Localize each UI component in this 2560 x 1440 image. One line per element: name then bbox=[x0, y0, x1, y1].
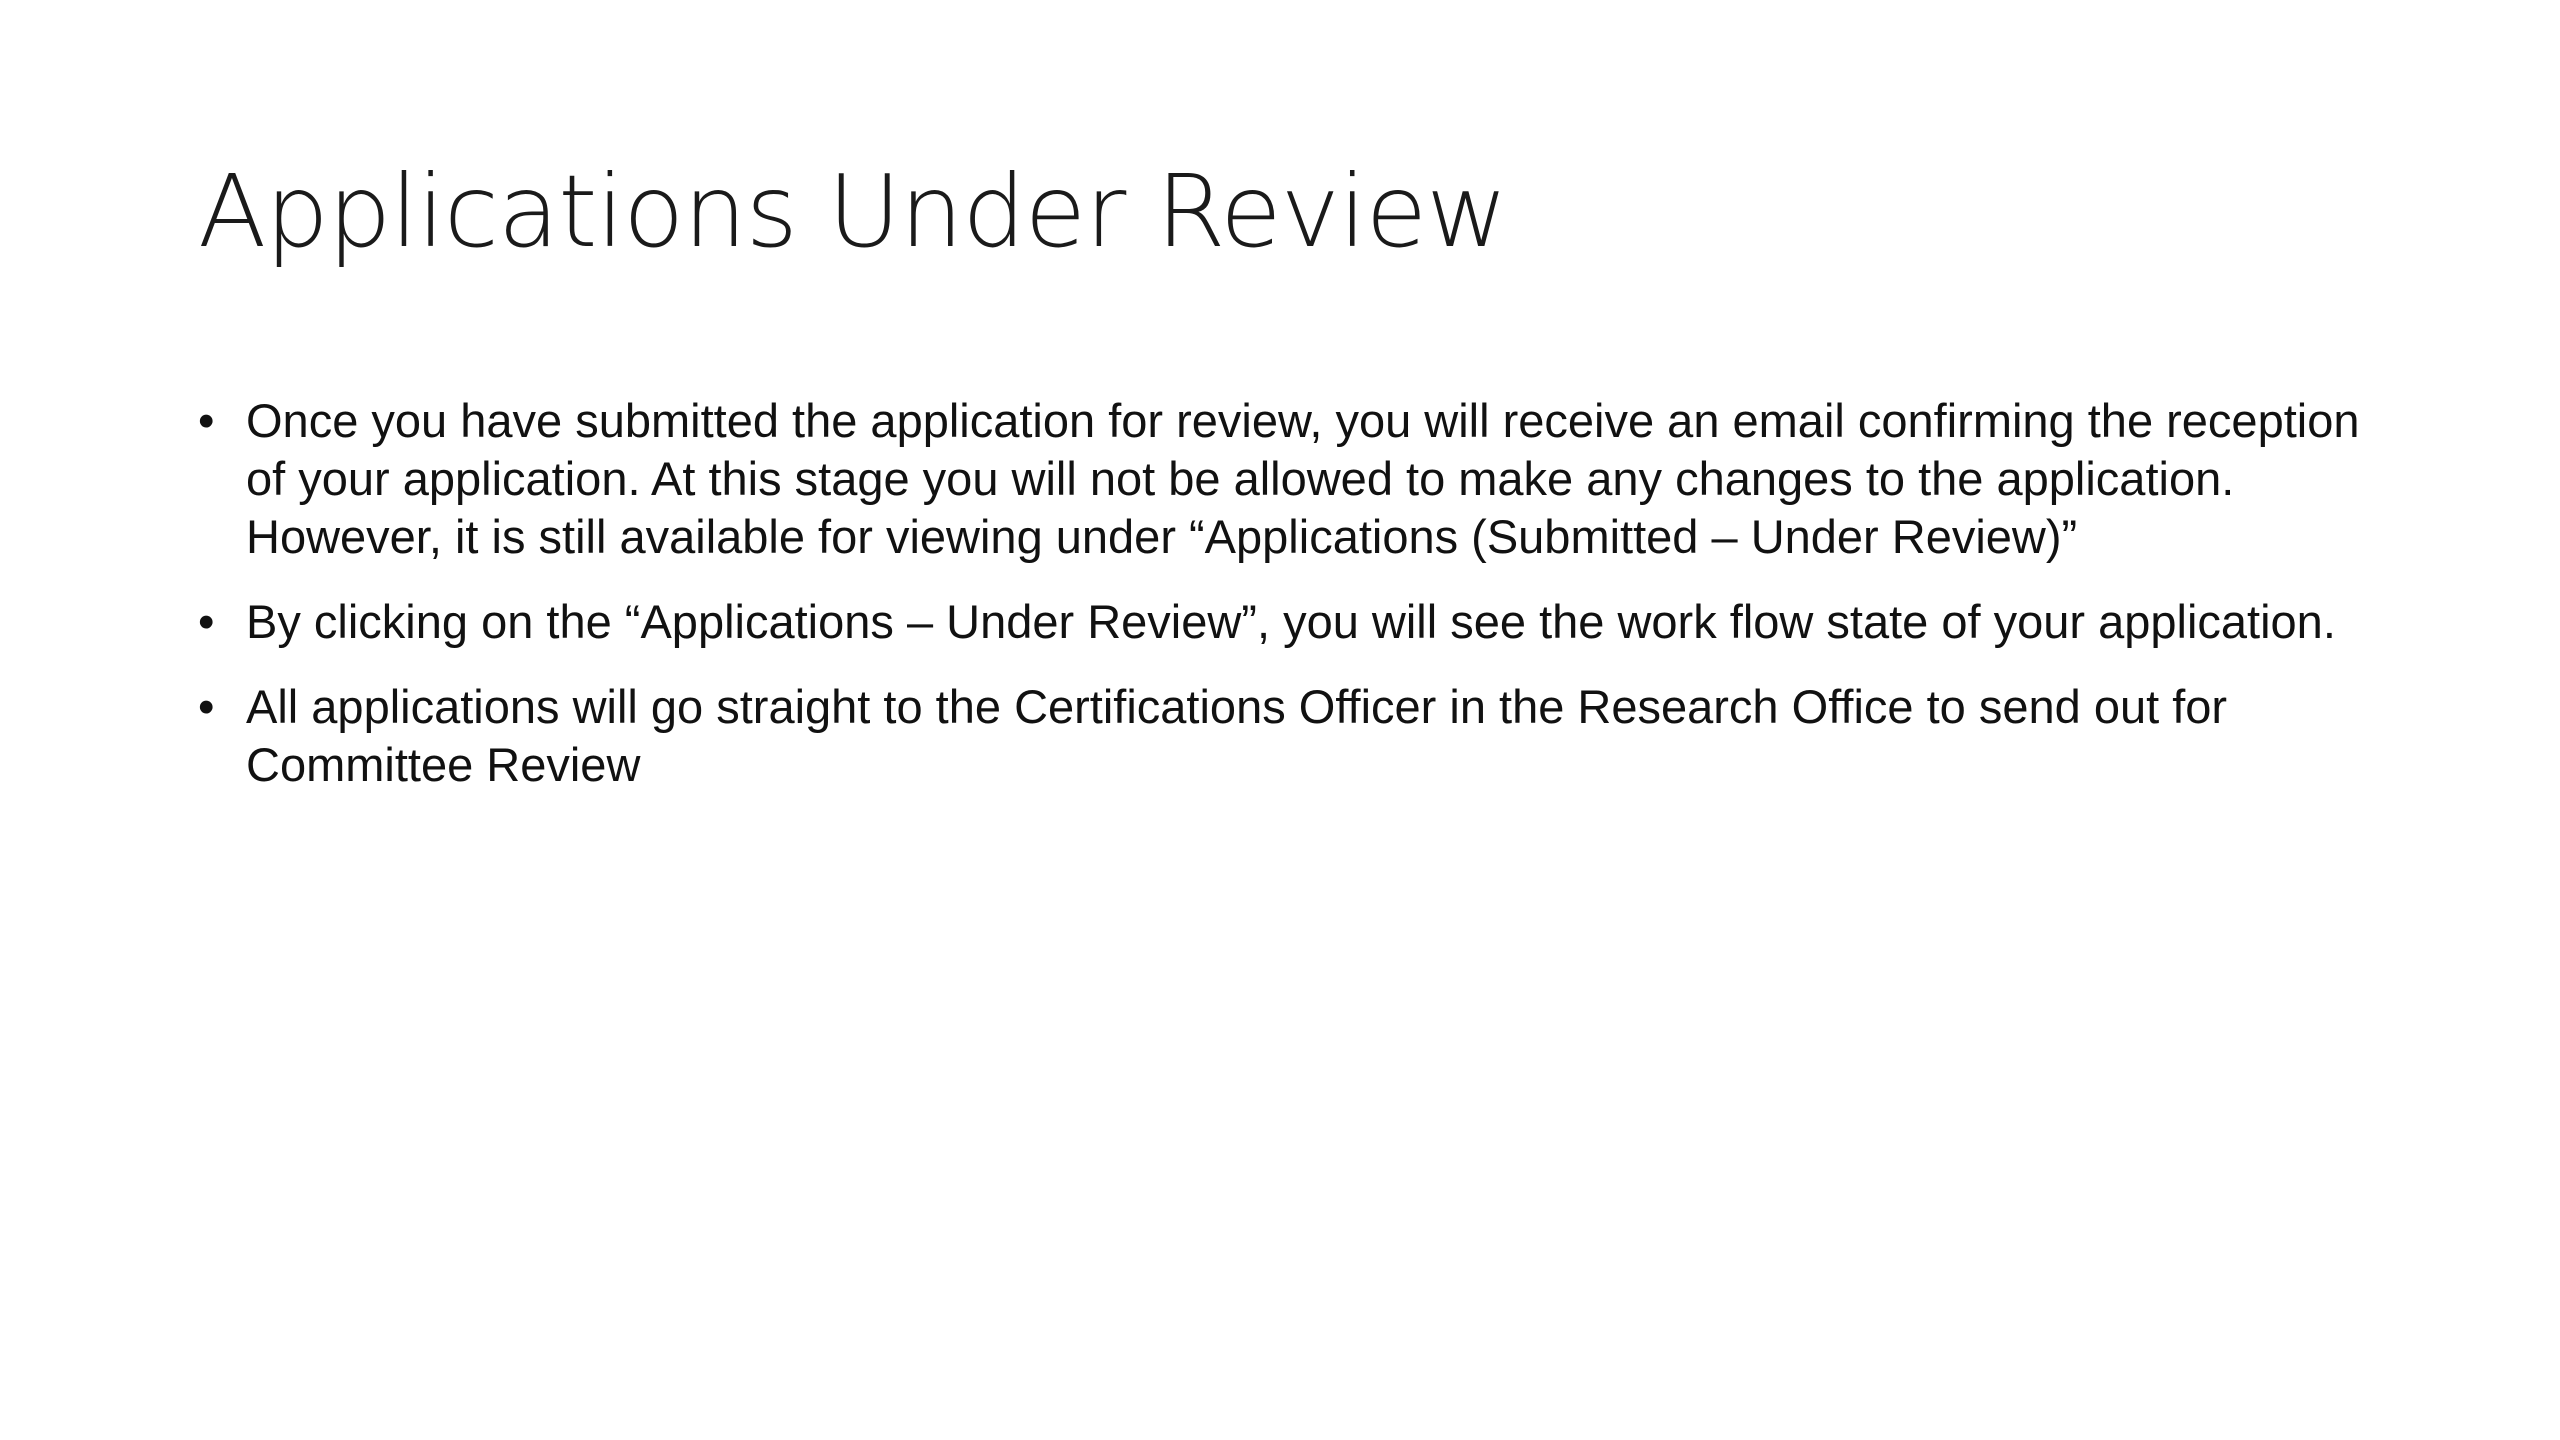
bullet-text: All applications will go straight to the Certifications Officer in the Research Office to send out for Committee Review bbox=[246, 680, 2228, 791]
bullet-item-submission-confirmation bbox=[198, 392, 2378, 566]
bullet-text: By clicking on the “Applications – Under Review”, you will see the work flow state of your application. bbox=[246, 595, 2336, 648]
slide-title: Applications Under Review bbox=[198, 153, 1507, 270]
bullet-item-workflow-state bbox=[198, 593, 2378, 651]
bullet-text: Once you have submitted the application for review, you will receive an email confirming the reception of your application. At this stage you will not be allowed to make any changes to the application. However, it is still available for viewing under “Applications (Submitted – Under Review)” bbox=[246, 394, 2360, 563]
bullet-dot-icon: • bbox=[198, 394, 215, 447]
bullet-list bbox=[198, 392, 2378, 821]
bullet-dot-icon: • bbox=[198, 680, 215, 733]
bullet-dot-icon: • bbox=[198, 595, 215, 648]
bullet-item-certifications-officer bbox=[198, 678, 2378, 794]
